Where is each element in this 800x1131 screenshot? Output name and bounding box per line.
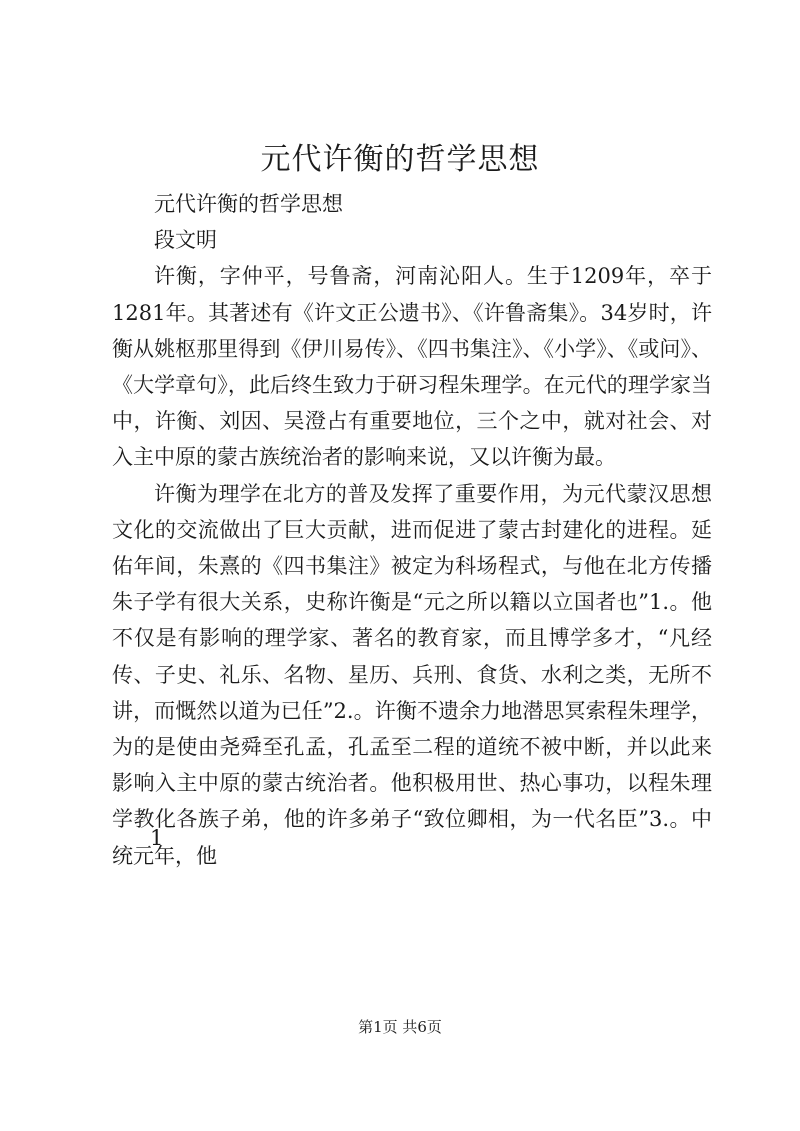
subtitle-paragraph: 元代许衡的哲学思想 [154,192,343,216]
inline-page-number: 1 [150,826,164,850]
author-paragraph: 段文明 [154,228,217,253]
document-title: 元代许衡的哲学思想 [260,142,540,177]
document-body [112,186,712,874]
page-footer: 第1页 共6页 [358,1018,442,1036]
body-paragraph-1: 许衡，字仲平，号鲁斋，河南沁阳人。生于1209年，卒于1281年。其著述有《许文正公遗书》、《许鲁斋集》。34岁时，许衡从姚枢那里得到《伊川易传》、《四书集注》、《小学》、《或问》、《大学章句》，此后终生致力于研习程朱理学。在元代的理学家当中，许衡、刘因、吴澄占有重要地位，三个之中，就对社会、对入主中原的蒙古族统治者的影响来说，又以许衡为最。 [112,264,712,470]
body-paragraph-2: 许衡为理学在北方的普及发挥了重要作用，为元代蒙汉思想文化的交流做出了巨大贡献，进而促进了蒙古封建化的进程。延佑年间，朱熹的《四书集注》被定为科场程式，与他在北方传播朱子学有很大关系，史称许衡是“元之所以籍以立国者也”1.。他不仅是有影响的理学家、著名的教育家，而且博学多才，“凡经传、子史、礼乐、名物、星历、兵刑、食货、水利之类，无所不讲，而慨然以道为已任”2.。许衡不遗余力地潜思冥索程朱理学，为的是使由尧舜至孔孟，孔孟至二程的道统不被中断，并以此来影响入主中原的蒙古统治者。他积极用世、热心事功，以程朱理学教化各族子弟，他的许多弟子“致位卿相，为一代名臣”3.。中统元年，他 [112,481,712,868]
